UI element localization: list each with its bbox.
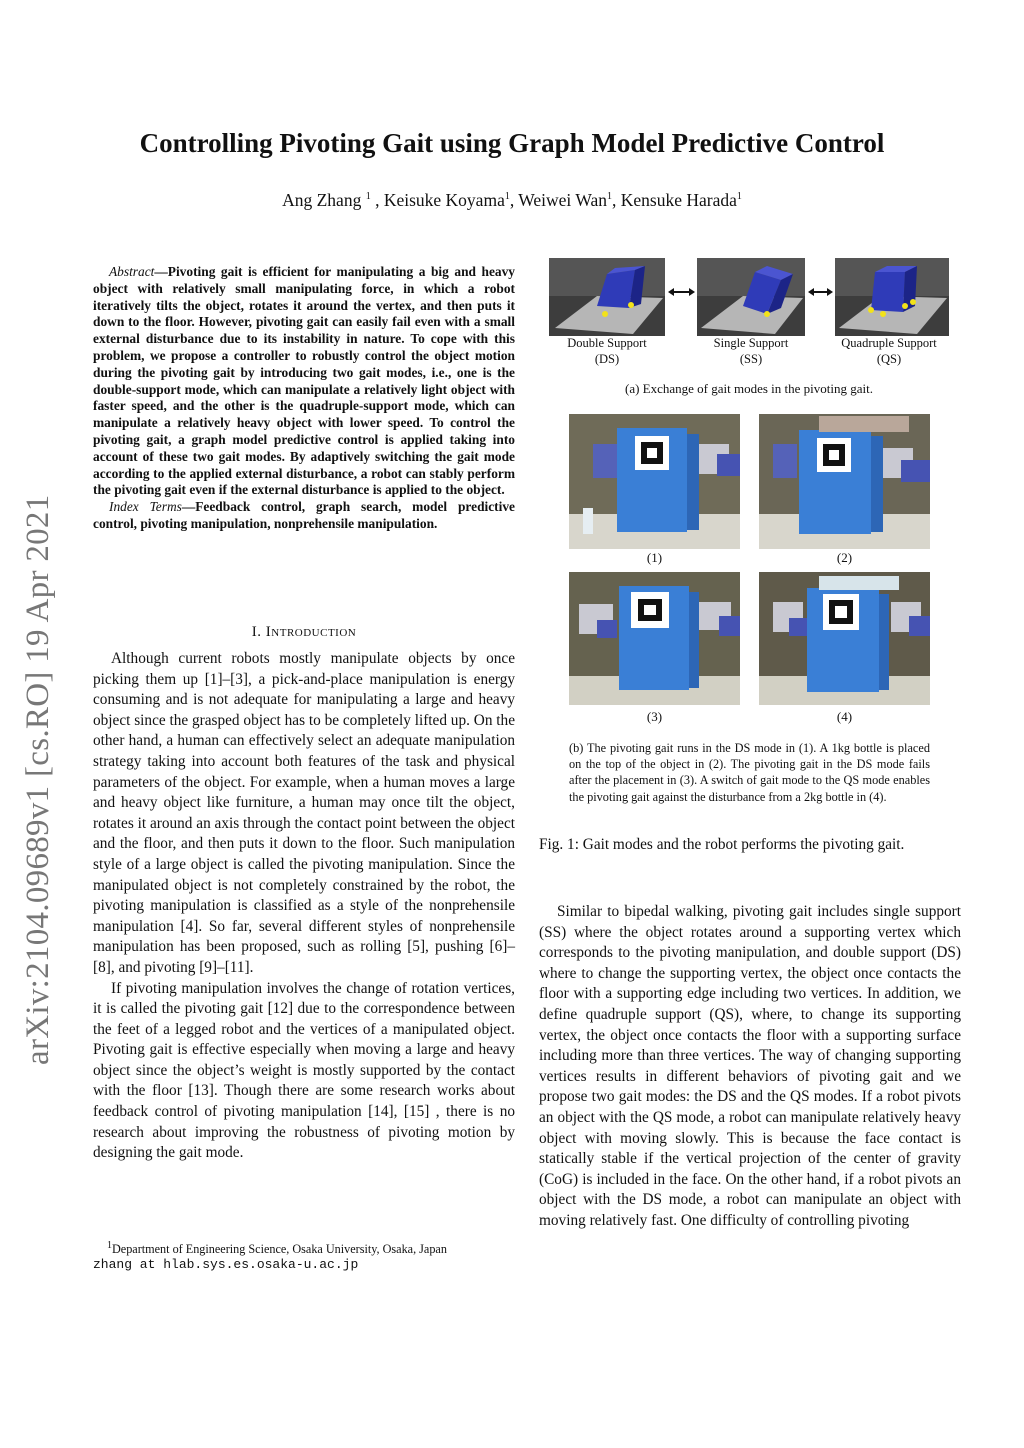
abstract xyxy=(93,264,515,533)
abstract-dash: — xyxy=(154,264,168,279)
label-ds-line2: (DS) xyxy=(594,352,620,366)
arrow-ds-ss xyxy=(668,288,695,296)
arrow-ss-qs xyxy=(808,288,833,296)
footnote xyxy=(93,1238,515,1273)
section-heading xyxy=(93,624,515,641)
label-ds-line1: Double Support xyxy=(567,336,647,350)
photo-1-label: (1) xyxy=(646,550,663,565)
intro-paragraph-1: Although current robots mostly manipulate objects by once picking them up [1]–[3], a pick-and-place manipulation is energy consuming and is not adequate for manipulating a large and heavy object since the grasped object has to be completely lifted up. On the other hand, a human can effectively select an adequate manipulation strategy taking into account both features of the task and physical parameters of the object. For example, when a human moves a large and heavy object like furniture, a human may once tilt the object, rotates it around an axis through the contact point between the object and the floor, and then puts it down to the floor. Such manipulation style of a large object is called the pivoting manipulation. Since the manipulated object is not completely constrained by the robot, the pivoting manipulation is classified as a style of the nonprehensile manipulation [4]. So far, several different styles of nonprehensile manipulation has been proposed, such as rolling [5], pushing [6]–[8], and pivoting [9]–[11]. xyxy=(93,650,515,976)
figure-1-caption: Fig. 1: Gait modes and the robot performs the pivoting gait. xyxy=(539,836,905,853)
paper-title: Controlling Pivoting Gait using Graph Model Predictive Control xyxy=(139,128,885,158)
label-quadruple-support xyxy=(829,335,949,367)
author-4-affiliation: 1 xyxy=(736,191,742,203)
author-line: Ang Zhang $^1$ , Keisuke Koyama$^1$, Weiwei Wan$^1$, Kensuke Harada$^1$ xyxy=(282,190,742,210)
footnote-marker: 1 xyxy=(107,1240,112,1251)
author-3-affiliation: 1 xyxy=(607,191,612,203)
footnote-text: Department of Engineering Science, Osaka University, Osaka, Japan xyxy=(112,1242,447,1257)
photo-4 xyxy=(759,572,930,705)
section-number: I. xyxy=(251,624,262,640)
abstract-label: Abstract xyxy=(109,264,155,279)
render-single-support xyxy=(697,258,805,336)
label-ss-line2: (SS) xyxy=(739,352,763,366)
abstract-text: Pivoting gait is efficient for manipulating a big and heavy object with relatively small manipulating force, in which a robot iteratively tilts the object, rotates it around the vertex, and then puts it down to the floor. However, pivoting gait can easily fail even with a small external disturbance due to its instability in nature. To cope with this problem, we propose a controller to robustly control the object motion during the pivoting gait by introducing two gait modes, i.e., one is the double-support mode, which can manipulate a relatively light object with faster speed, and the other is the quadruple-support mode, which can manipulate a relatively heavy object with lower speed. To control the pivoting gait, a graph model predictive control is applied taking into account of these two gait modes. By adaptively switching the gait mode according to the applied external disturbance, a robot can stably perform the pivoting gait even if the external disturbance is applied to the object. xyxy=(93,264,515,498)
label-double-support xyxy=(549,335,665,367)
intro-text xyxy=(93,649,515,1164)
author-3: Weiwei Wan xyxy=(518,190,607,210)
index-terms-text: Feedback control, graph search, model predictive control, pivoting manipulation, nonprehensile manipulation. xyxy=(93,499,516,531)
render-double-support xyxy=(549,258,665,336)
photo-1 xyxy=(569,414,740,549)
author-1: Ang Zhang xyxy=(282,190,362,210)
author-4: Kensuke Harada xyxy=(620,190,737,210)
section-title: Introduction xyxy=(265,624,357,640)
right-column-text xyxy=(539,902,961,1232)
author-2: Keisuke Koyama xyxy=(383,190,505,210)
photo-3-label: (3) xyxy=(646,709,663,724)
figure-1b-caption: (b) The pivoting gait runs in the DS mode in (1). A 1kg bottle is placed on the top of the object in (2). The pivoting gait in the DS mode fails after the placement in (3). A switch of gait mode to the QS mode enables the pivoting gait against the disturbance from a 2kg bottle in (4). xyxy=(569,741,930,804)
label-qs-line1: Quadruple Support xyxy=(841,336,937,350)
photo-3 xyxy=(569,572,740,705)
render-quadruple-support xyxy=(835,258,949,336)
label-single-support xyxy=(697,335,805,367)
right-paragraph: Similar to bipedal walking, pivoting gait includes single support (SS) where the object rotates around a supporting vertex which corresponds to the pivoting manipulation, and double support (DS) where to change the supporting vertex, the object once contacts the floor with a supporting edge including two vertices. In addition, we define quadruple support (QS), where, to change its supporting vertex, the object once contacts the floor with a supporting surface including more than three vertices. The way of changing supporting vertices results in different behaviors of pivoting gait and we propose two gait modes: the DS and the QS modes. If a robot pivots an object with the QS mode, a robot can manipulate relatively heavy object with moving slowly. This is because the face contact is statically stable if the vertical projection of the center of gravity (CoG) is included in the face. On the other hand, if a robot pivots an object with the DS mode, a robot can manipulate an object with moving relatively fast. One difficulty of controlling pivoting xyxy=(539,903,961,1229)
intro-paragraph-2: If pivoting manipulation involves the change of rotation vertices, it is called the pivoting gait [12] due to the correspondence between the feet of a legged robot and the vertices of a manipulated object. Pivoting gait is effective especially when moving a large and heavy object since the object’s weight is mostly supported by the contact with the floor [13]. Though there are some research works about feedback control of pivoting manipulation [14], [15] , there is no research about improving the robustness of pivoting motion by designing the gait mode. xyxy=(93,979,515,1162)
author-1-affiliation: 1 xyxy=(365,191,371,203)
label-qs-line2: (QS) xyxy=(876,352,902,366)
arxiv-side-label: arXiv:2104.09689v1 [cs.RO] 19 Apr 2021 xyxy=(20,494,56,1065)
figure-1a-caption: (a) Exchange of gait modes in the pivoting gait. xyxy=(624,381,873,396)
index-terms-label: Index Terms xyxy=(109,499,182,515)
gait-mode-renders xyxy=(549,258,959,338)
photo-2-label: (2) xyxy=(836,550,853,565)
author-2-affiliation: 1 xyxy=(504,191,510,203)
footnote-email: zhang at hlab.sys.es.osaka-u.ac.jp xyxy=(93,1257,359,1273)
label-ss-line1: Single Support xyxy=(713,336,789,350)
index-terms-dash: — xyxy=(181,499,196,515)
photo-2 xyxy=(759,414,930,549)
photo-4-label: (4) xyxy=(836,709,853,724)
